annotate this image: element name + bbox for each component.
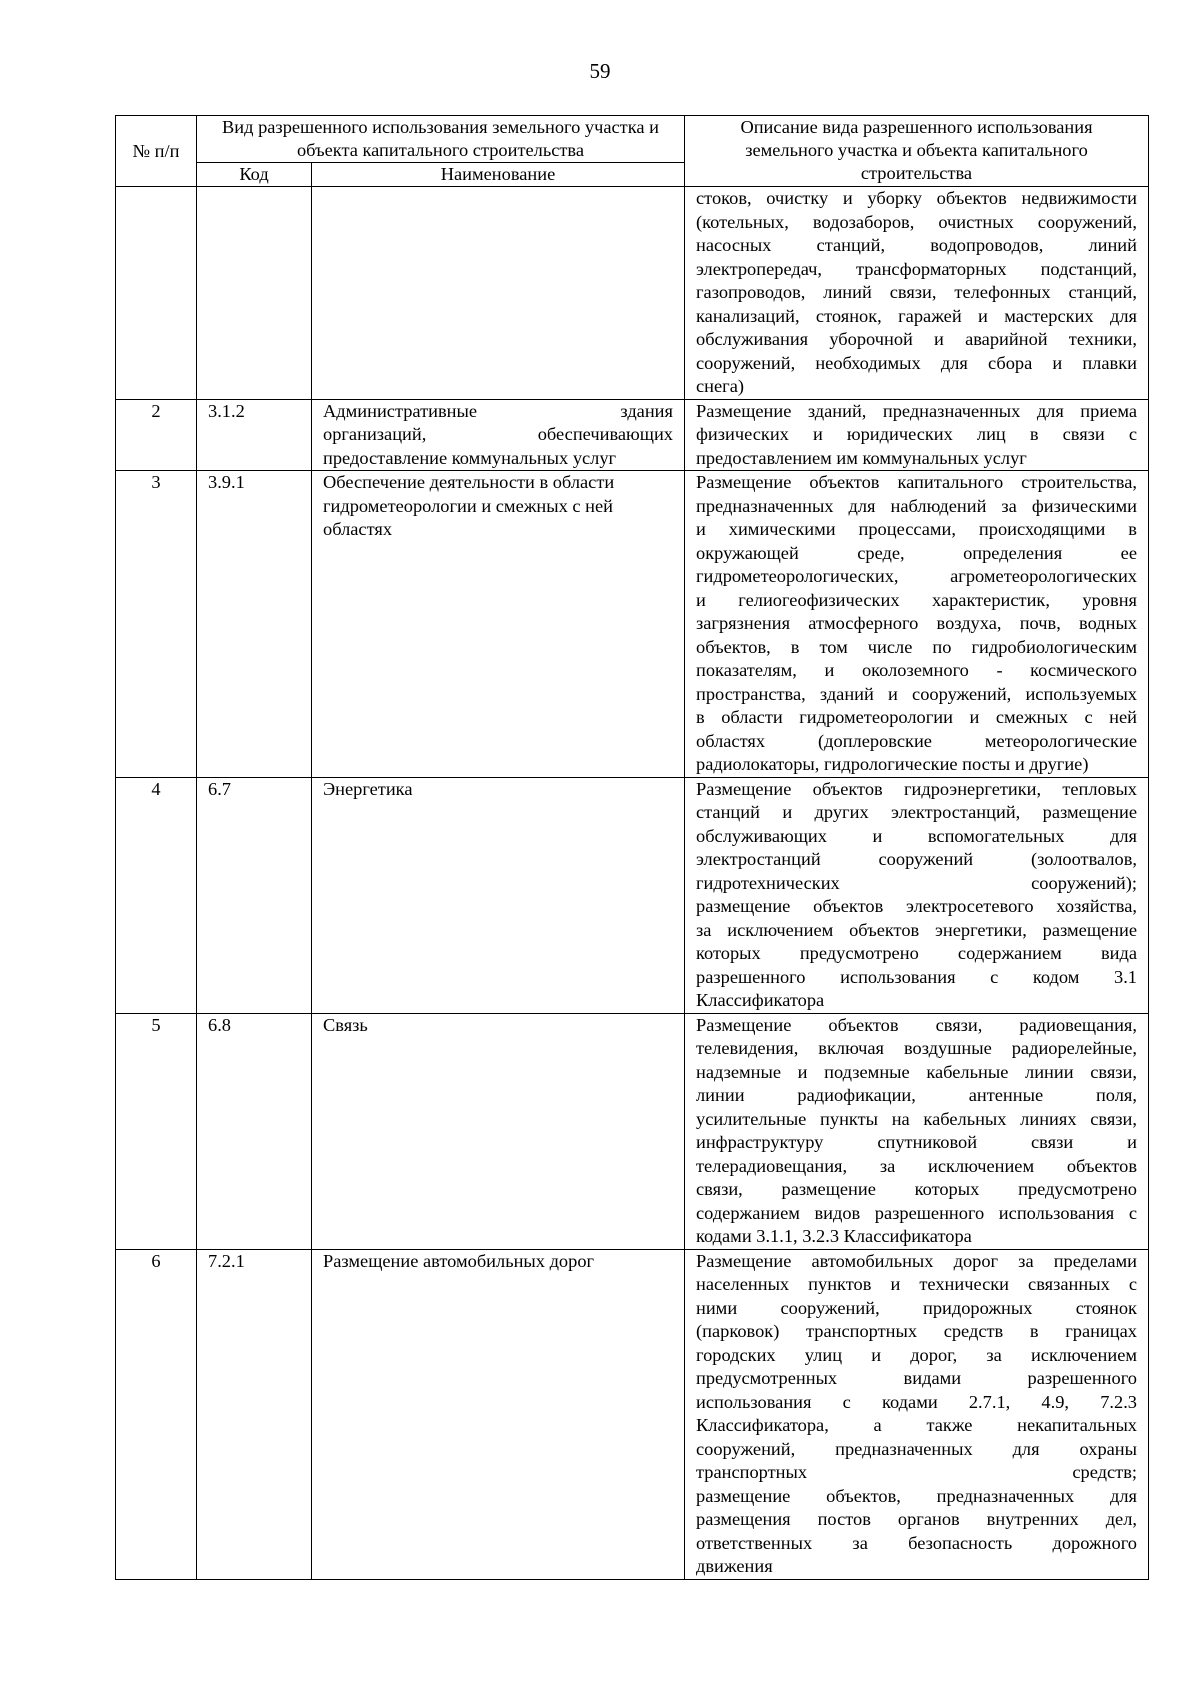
- text-line: снега): [696, 376, 744, 396]
- text-line: Размещение объектов гидроэнергетики, тепловых: [696, 778, 1137, 799]
- header-name: Наименование: [312, 163, 685, 187]
- row-code: 6.7: [197, 777, 312, 1013]
- text-line: ними сооружений, придорожных стоянок: [696, 1297, 1137, 1318]
- text-line: транспортных средств;: [696, 1462, 1137, 1482]
- text-line: обслуживания уборочной и аварийной техники,: [696, 329, 1137, 349]
- text-line: Размещение объектов связи, радиовещания,: [696, 1014, 1137, 1035]
- text-line: Классификатора, а также некапитальных: [696, 1415, 1137, 1435]
- text-line: движения: [696, 1556, 773, 1576]
- text-line: которых предусмотрено содержанием вида: [696, 943, 1137, 963]
- text-line: областях (доплеровские метеорологические: [696, 730, 1137, 751]
- text-line: станций и других электростанций, размещение: [696, 802, 1137, 822]
- text-line: гидротехнических сооружений);: [696, 872, 1137, 893]
- row-code: 3.9.1: [197, 471, 312, 778]
- row-name: [312, 399, 685, 471]
- row-name: [312, 1249, 685, 1579]
- row-description: [685, 1249, 1149, 1579]
- row-name: [312, 777, 685, 1013]
- row-description: [685, 399, 1149, 471]
- row-description: [685, 187, 1149, 400]
- text-line: (котельных, водозаборов, очистных сооружений,: [696, 211, 1137, 232]
- text-line: Классификатора: [696, 990, 825, 1010]
- text-line: радиолокаторы, гидрологические посты и другие): [696, 754, 1089, 774]
- text-line: показателям, и околоземного - космического: [696, 660, 1137, 680]
- table-row: [116, 187, 1149, 400]
- row-number: 2: [116, 399, 197, 471]
- text-line: электростанций сооружений (золоотвалов,: [696, 849, 1137, 869]
- text-line: ответственных за безопасность дорожного: [696, 1532, 1137, 1553]
- text-line: гидрометеорологии и смежных с ней: [323, 495, 614, 516]
- text-line: Размещение автомобильных дорог: [323, 1250, 595, 1271]
- text-line: Размещение зданий, предназначенных для приема: [696, 400, 1137, 421]
- text-line: надземные и подземные кабельные линии связи,: [696, 1061, 1137, 1082]
- text-line: сооружений, предназначенных для охраны: [696, 1438, 1137, 1459]
- text-line: предназначенных для наблюдений за физическими: [696, 495, 1137, 516]
- text-line: размещение объектов, предназначенных для: [696, 1485, 1137, 1506]
- text-line: канализаций, стоянок, гаражей и мастерских для: [696, 305, 1137, 326]
- text-line: в области гидрометеорологии и смежных с ней: [696, 707, 1137, 727]
- text-line: за исключением объектов энергетики, размещение: [696, 919, 1137, 940]
- text-line: телевидения, включая воздушные радиорелейные,: [696, 1038, 1137, 1058]
- text-line: размещения постов органов внутренних дел,: [696, 1509, 1137, 1529]
- text-line: газопроводов, линий связи, телефонных станций,: [696, 282, 1137, 302]
- text-line: стоков, очистку и уборку объектов недвижимости: [696, 188, 1137, 208]
- text-line: сооружений, необходимых для сбора и плавки: [696, 352, 1137, 373]
- text-line: предоставлением им коммунальных услуг: [696, 447, 1027, 468]
- text-line: телерадиовещания, за исключением объектов: [696, 1155, 1137, 1176]
- text-line: размещение объектов электросетевого хозяйства,: [696, 896, 1137, 916]
- row-code: [197, 187, 312, 400]
- text-line: инфраструктуру спутниковой связи и: [696, 1132, 1137, 1152]
- text-line: насосных станций, водопроводов, линий: [696, 235, 1137, 255]
- text-line: областях: [323, 519, 393, 539]
- row-code: 6.8: [197, 1013, 312, 1249]
- text-line: населенных пунктов и технически связанных с: [696, 1274, 1137, 1294]
- text-line: Связь: [323, 1014, 368, 1035]
- text-line: содержанием видов разрешенного использования с: [696, 1202, 1137, 1223]
- table-body: [116, 187, 1149, 1580]
- text-line: электропередач, трансформаторных подстанций,: [696, 258, 1137, 279]
- text-line: загрязнения атмосферного воздуха, почв, водных: [696, 613, 1137, 633]
- header-group: Вид разрешенного использования земельного участка и объекта капитального строительства: [197, 116, 685, 163]
- text-line: усилительные пункты на кабельных линиях связи,: [696, 1108, 1137, 1129]
- text-line: Обеспечение деятельности в области: [323, 472, 615, 492]
- text-line: (парковок) транспортных средств в границах: [696, 1321, 1137, 1341]
- text-line: кодами 3.1.1, 3.2.3 Классификатора: [696, 1226, 972, 1246]
- text-line: Размещение объектов капитального строительства,: [696, 472, 1137, 492]
- text-line: пространства, зданий и сооружений, используемых: [696, 683, 1137, 704]
- table-row: [116, 399, 1149, 471]
- row-name: [312, 1013, 685, 1249]
- text-line: окружающей среде, определения ее: [696, 542, 1137, 563]
- header-description: Описание вида разрешенного использования земельного участка и объекта капитального строительства: [685, 116, 1149, 187]
- row-code: 7.2.1: [197, 1249, 312, 1579]
- text-line: предусмотренных видами разрешенного: [696, 1368, 1137, 1388]
- row-description: [685, 1013, 1149, 1249]
- text-line: связи, размещение которых предусмотрено: [696, 1179, 1137, 1199]
- table-row: [116, 777, 1149, 1013]
- text-line: и химическими процессами, происходящими в: [696, 519, 1137, 539]
- text-line: и гелиогеофизических характеристик, уровня: [696, 589, 1137, 610]
- text-line: объектов, в том числе по гидробиологическим: [696, 636, 1137, 657]
- text-line: Административные здания: [323, 400, 673, 421]
- text-line: предоставление коммунальных услуг: [323, 447, 617, 468]
- text-line: организаций, обеспечивающих: [323, 424, 673, 444]
- text-line: Энергетика: [323, 778, 413, 799]
- row-number: 3: [116, 471, 197, 778]
- row-description: [685, 777, 1149, 1013]
- row-description: [685, 471, 1149, 778]
- header-code: Код: [197, 163, 312, 187]
- land-use-table: [115, 115, 1149, 1580]
- row-number: 5: [116, 1013, 197, 1249]
- page-number: 59: [589, 59, 611, 83]
- table-row: [116, 471, 1149, 778]
- row-number: [116, 187, 197, 400]
- text-line: физических и юридических лиц в связи с: [696, 424, 1137, 444]
- text-line: линии радиофикации, антенные поля,: [696, 1085, 1137, 1105]
- text-line: гидрометеорологических, агрометеорологических: [696, 566, 1137, 586]
- row-name: [312, 187, 685, 400]
- text-line: Размещение автомобильных дорог за пределами: [696, 1250, 1137, 1271]
- text-line: городских улиц и дорог, за исключением: [696, 1344, 1137, 1365]
- text-line: использования с кодами 2.7.1, 4.9, 7.2.3: [696, 1391, 1137, 1412]
- row-name: [312, 471, 685, 778]
- row-code: 3.1.2: [197, 399, 312, 471]
- table-row: [116, 1013, 1149, 1249]
- row-number: 4: [116, 777, 197, 1013]
- table-row: [116, 1249, 1149, 1579]
- row-number: 6: [116, 1249, 197, 1579]
- header-num: № п/п: [116, 116, 197, 187]
- text-line: обслуживающих и вспомогательных для: [696, 825, 1137, 846]
- text-line: разрешенного использования с кодом 3.1: [696, 966, 1137, 987]
